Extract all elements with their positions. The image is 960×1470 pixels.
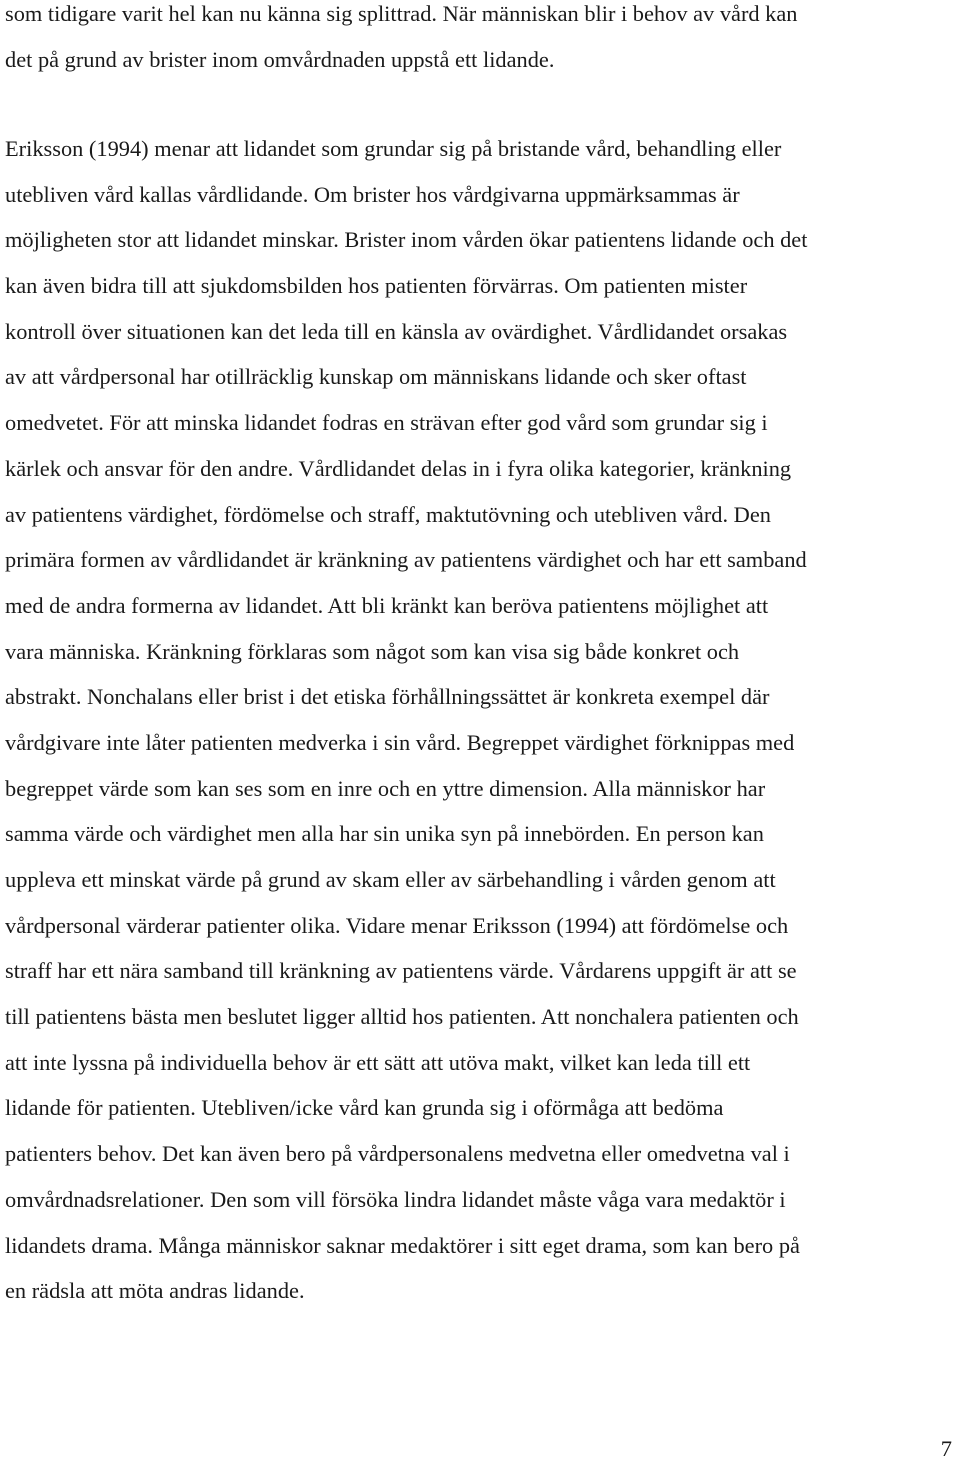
text-line: utebliven vård kallas vårdlidande. Om brister hos vårdgivarna uppmärksammas är (5, 181, 740, 207)
text-line: straff har ett nära samband till kränkning av patientens värde. Vårdarens uppgift är att se (5, 958, 797, 984)
text-line: omvårdnadsrelationer. Den som vill försöka lindra lidandet måste våga vara medaktör i (5, 1186, 786, 1212)
text-line: av att vårdpersonal har otillräcklig kunskap om människans lidande och sker oftast (5, 364, 747, 390)
text-line: vara människa. Kränkning förklaras som något som kan visa sig både konkret och (5, 638, 740, 664)
page-number: 7 (940, 1436, 952, 1461)
text-line: vårdgivare inte låter patienten medverka i sin vård. Begreppet värdighet förknippas med (5, 729, 795, 755)
text-line: kan även bidra till att sjukdomsbilden hos patienten förvärras. Om patienten mister (5, 273, 748, 299)
text-line: patienters behov. Det kan även bero på vårdpersonalens medvetna eller omedvetna val i (5, 1141, 790, 1167)
text-line: Eriksson (1994) menar att lidandet som grundar sig på bristande vård, behandling eller (5, 136, 782, 161)
text-line: kontroll över situationen kan det leda till en känsla av ovärdighet. Vårdlidandet orsakas (5, 318, 788, 344)
text-line: kärlek och ansvar för den andre. Vårdlidandet delas in i fyra olika kategorier, kränkning (5, 455, 792, 481)
text-line: det på grund av brister inom omvårdnaden uppstå ett lidande. (5, 46, 555, 72)
text-line: lidande för patienten. Utebliven/icke vård kan grunda sig i oförmåga att bedöma (5, 1095, 724, 1121)
paragraph (5, 126, 960, 1314)
text-line: lidandets drama. Många människor saknar medaktörer i sitt eget drama, som kan bero på (5, 1232, 800, 1258)
text-line: omedvetet. För att minska lidandet fodras en strävan efter god vård som grundar sig i (5, 410, 768, 436)
text-line: möjligheten stor att lidandet minskar. Brister inom vården ökar patientens lidande och det (5, 227, 808, 253)
text-line: primära formen av vårdlidandet är kränkning av patientens värdighet och har ett samband (5, 547, 807, 573)
text-line: vårdpersonal värderar patienter olika. Vidare menar Eriksson (1994) att fördömelse och (5, 912, 789, 938)
text-line: begreppet värde som kan ses som en inre och en yttre dimension. Alla människor har (5, 775, 766, 801)
paragraph (5, 0, 960, 82)
text-line: till patientens bästa men beslutet ligger alltid hos patienten. Att nonchalera patienten och (5, 1004, 799, 1030)
text-line: med de andra formerna av lidandet. Att bli kränkt kan beröva patientens möjlighet att (5, 592, 769, 618)
text-line: som tidigare varit hel kan nu känna sig splittrad. När människan blir i behov av vård kan (5, 1, 798, 26)
text-line: en rädsla att möta andras lidande. (5, 1278, 305, 1304)
text-line: av patientens värdighet, fördömelse och straff, maktutövning och utebliven vård. Den (5, 501, 771, 527)
text-line: uppleva ett minskat värde på grund av skam eller av särbehandling i vården genom att (5, 867, 776, 892)
text-line: att inte lyssna på individuella behov är ett sätt att utöva makt, vilket kan leda till ett (5, 1049, 751, 1075)
text-line: samma värde och värdighet men alla har sin unika syn på innebörden. En person kan (5, 821, 764, 847)
text-line: abstrakt. Nonchalans eller brist i det etiska förhållningssättet är konkreta exempel där (5, 684, 770, 710)
